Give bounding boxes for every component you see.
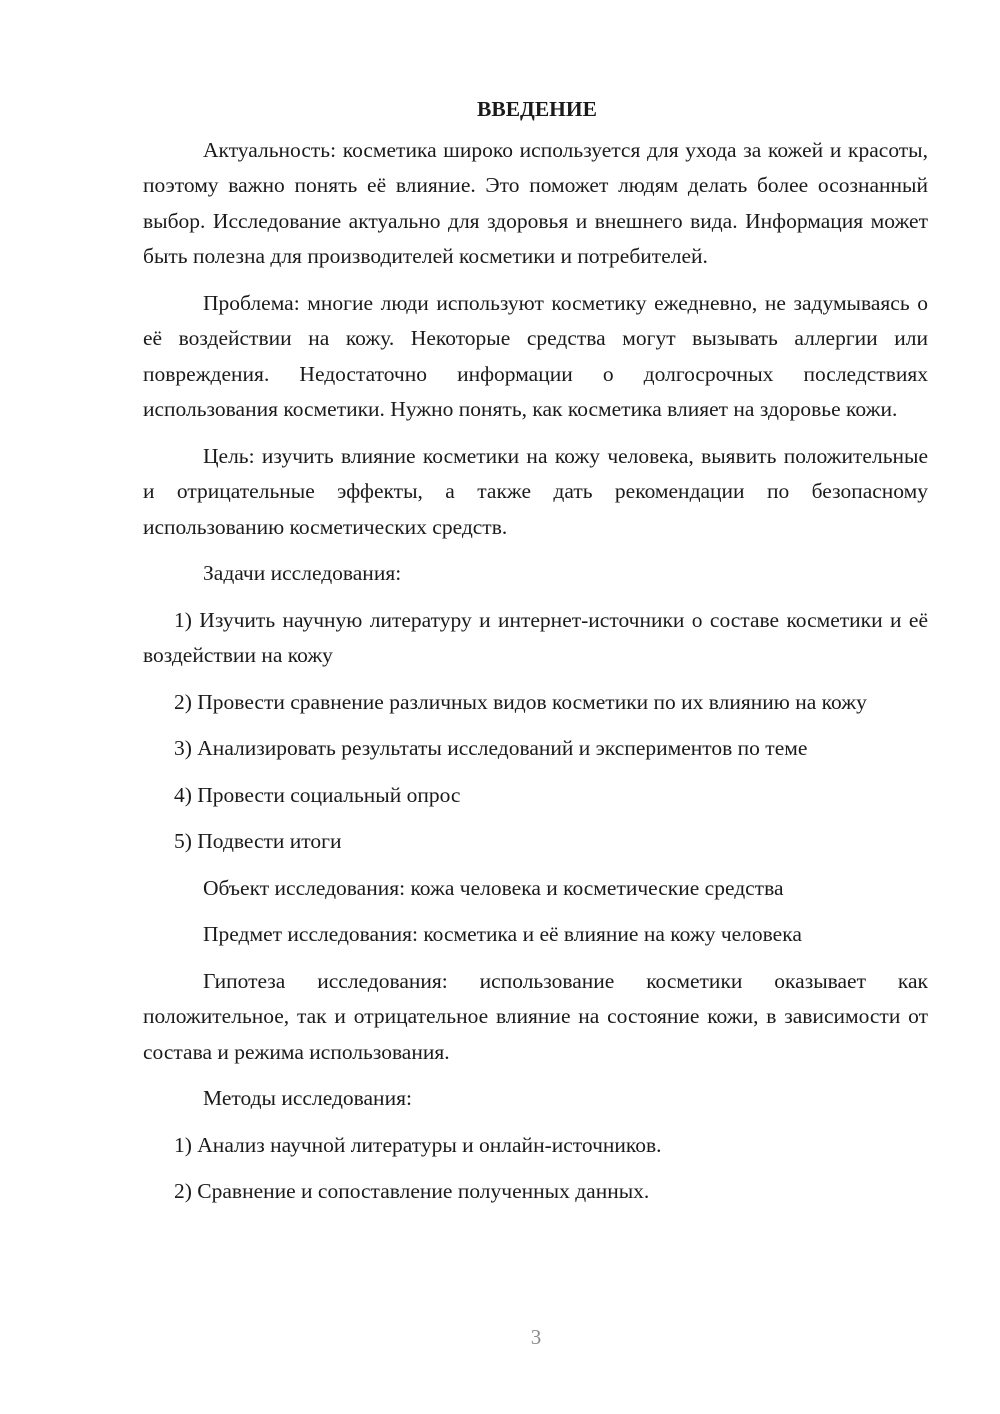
research-subject: Предмет исследования: косметика и её влияние на кожу человека xyxy=(203,922,802,946)
research-object: Объект исследования: кожа человека и косметические средства xyxy=(203,875,784,900)
methods-heading: Методы исследования: xyxy=(203,1086,412,1110)
document-page xyxy=(143,92,928,1221)
task-item: 3) Анализировать результаты исследований и экспериментов по теме xyxy=(174,736,808,760)
task-item: 2) Провести сравнение различных видов косметики по их влиянию на кожу xyxy=(174,689,867,714)
method-item: 2) Сравнение и сопоставление полученных данных. xyxy=(174,1179,650,1203)
problem-paragraph: Проблема: многие люди используют косметику ежедневно, не задумываясь о её воздействии на кожу. Некоторые средства могут вызывать аллергии или повреждения. Недостаточно информации о долгосрочных последствиях использования косметики. Нужно понять, как косметика влияет на здоровье кожи. xyxy=(143,290,928,421)
hypothesis-paragraph: Гипотеза исследования: использование косметики оказывает как положительное, так и отрицательное влияние на состояние кожи, в зависимости от состава и режима использования. xyxy=(143,968,928,1064)
section-title: ВВЕДЕНИЕ xyxy=(477,97,597,121)
relevance-paragraph: Актуальность: косметика широко используется для ухода за кожей и красоты, поэтому важно понять её влияние. Это поможет людям делать более осознанный выбор. Исследование актуально для здоровья и внешнего вида. Информация может быть полезна для производителей косметики и потребителей. xyxy=(143,137,928,268)
goal-paragraph: Цель: изучить влияние косметики на кожу человека, выявить положительные и отрицательные эффекты, а также дать рекомендации по безопасному использованию косметических средств. xyxy=(143,443,928,539)
method-item: 1) Анализ научной литературы и онлайн-источников. xyxy=(174,1132,662,1157)
task-item: 4) Провести социальный опрос xyxy=(174,782,461,807)
page-number: 3 xyxy=(530,1325,542,1349)
tasks-heading: Задачи исследования: xyxy=(203,561,402,585)
task-item: 1) Изучить научную литературу и интернет-источники о составе косметики и её воздействии на кожу xyxy=(143,607,928,667)
task-item: 5) Подвести итоги xyxy=(174,829,342,853)
